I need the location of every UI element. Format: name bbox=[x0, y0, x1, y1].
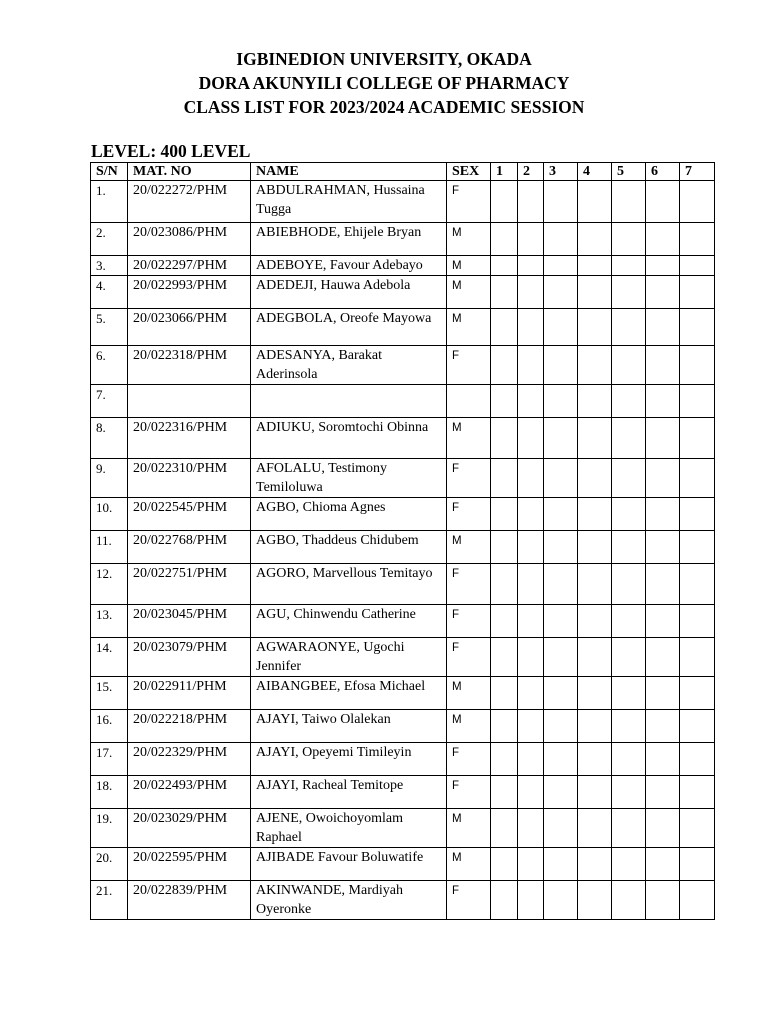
row-name: AGBO, Chioma Agnes bbox=[251, 498, 447, 531]
header-col-6: 6 bbox=[646, 163, 680, 181]
row-score-cell-6 bbox=[646, 710, 680, 743]
row-score-cell-3 bbox=[544, 605, 578, 638]
row-score-cell-4 bbox=[578, 181, 612, 223]
row-sex: F bbox=[447, 638, 491, 677]
row-score-cell-7 bbox=[680, 638, 715, 677]
row-score-cell-6 bbox=[646, 809, 680, 848]
row-score-cell-2 bbox=[518, 848, 544, 881]
row-score-cell-7 bbox=[680, 223, 715, 256]
row-sn: 5. bbox=[91, 309, 128, 346]
class-list-title: CLASS LIST FOR 2023/2024 ACADEMIC SESSION bbox=[183, 97, 585, 117]
row-score-cell-1 bbox=[491, 531, 518, 564]
row-name bbox=[251, 385, 447, 418]
header-mat-no: MAT. NO bbox=[128, 163, 251, 181]
row-score-cell-3 bbox=[544, 638, 578, 677]
row-score-cell-4 bbox=[578, 710, 612, 743]
row-mat-no: 20/022318/PHM bbox=[128, 346, 251, 385]
row-score-cell-7 bbox=[680, 531, 715, 564]
row-mat-no: 20/022329/PHM bbox=[128, 743, 251, 776]
row-score-cell-2 bbox=[518, 743, 544, 776]
row-score-cell-1 bbox=[491, 638, 518, 677]
row-score-cell-4 bbox=[578, 881, 612, 920]
table-row bbox=[91, 223, 715, 256]
row-mat-no: 20/022911/PHM bbox=[128, 677, 251, 710]
row-score-cell-4 bbox=[578, 638, 612, 677]
row-mat-no: 20/022310/PHM bbox=[128, 459, 251, 498]
row-score-cell-1 bbox=[491, 459, 518, 498]
row-score-cell-1 bbox=[491, 881, 518, 920]
row-score-cell-2 bbox=[518, 309, 544, 346]
row-score-cell-3 bbox=[544, 531, 578, 564]
row-score-cell-2 bbox=[518, 531, 544, 564]
row-score-cell-7 bbox=[680, 418, 715, 459]
row-sn: 12. bbox=[91, 564, 128, 605]
row-score-cell-5 bbox=[612, 309, 646, 346]
row-score-cell-6 bbox=[646, 346, 680, 385]
row-score-cell-3 bbox=[544, 223, 578, 256]
table-row bbox=[91, 181, 715, 223]
row-score-cell-1 bbox=[491, 677, 518, 710]
table-row bbox=[91, 564, 715, 605]
header-col-7: 7 bbox=[680, 163, 715, 181]
row-score-cell-4 bbox=[578, 605, 612, 638]
row-sn: 13. bbox=[91, 605, 128, 638]
row-score-cell-3 bbox=[544, 418, 578, 459]
row-score-cell-4 bbox=[578, 256, 612, 276]
row-mat-no: 20/023045/PHM bbox=[128, 605, 251, 638]
row-score-cell-7 bbox=[680, 743, 715, 776]
row-name: AGU, Chinwendu Catherine bbox=[251, 605, 447, 638]
row-score-cell-2 bbox=[518, 276, 544, 309]
row-sex: F bbox=[447, 776, 491, 809]
row-score-cell-1 bbox=[491, 776, 518, 809]
row-sex: M bbox=[447, 809, 491, 848]
row-name: AJIBADE Favour Boluwatife bbox=[251, 848, 447, 881]
row-score-cell-4 bbox=[578, 346, 612, 385]
row-score-cell-7 bbox=[680, 710, 715, 743]
row-score-cell-1 bbox=[491, 498, 518, 531]
row-name: ABDULRAHMAN, Hussaina Tugga bbox=[251, 181, 447, 223]
row-score-cell-1 bbox=[491, 605, 518, 638]
row-score-cell-7 bbox=[680, 498, 715, 531]
header-col-4: 4 bbox=[578, 163, 612, 181]
row-score-cell-3 bbox=[544, 848, 578, 881]
row-sn: 15. bbox=[91, 677, 128, 710]
document-title bbox=[0, 47, 768, 119]
table-row bbox=[91, 498, 715, 531]
row-sn: 14. bbox=[91, 638, 128, 677]
row-score-cell-2 bbox=[518, 809, 544, 848]
table-row bbox=[91, 848, 715, 881]
table-header-row bbox=[91, 163, 715, 181]
row-score-cell-6 bbox=[646, 418, 680, 459]
row-score-cell-2 bbox=[518, 385, 544, 418]
row-score-cell-3 bbox=[544, 710, 578, 743]
row-score-cell-5 bbox=[612, 418, 646, 459]
row-score-cell-5 bbox=[612, 605, 646, 638]
row-sn: 9. bbox=[91, 459, 128, 498]
row-score-cell-5 bbox=[612, 809, 646, 848]
table-row bbox=[91, 809, 715, 848]
row-name: ADIUKU, Soromtochi Obinna bbox=[251, 418, 447, 459]
row-score-cell-3 bbox=[544, 881, 578, 920]
row-score-cell-2 bbox=[518, 223, 544, 256]
row-score-cell-3 bbox=[544, 776, 578, 809]
row-score-cell-5 bbox=[612, 638, 646, 677]
row-score-cell-1 bbox=[491, 710, 518, 743]
row-score-cell-6 bbox=[646, 531, 680, 564]
table-row bbox=[91, 276, 715, 309]
row-score-cell-6 bbox=[646, 743, 680, 776]
row-score-cell-2 bbox=[518, 677, 544, 710]
row-mat-no: 20/022218/PHM bbox=[128, 710, 251, 743]
row-score-cell-5 bbox=[612, 776, 646, 809]
row-name: AFOLALU, Testimony Temiloluwa bbox=[251, 459, 447, 498]
table-row bbox=[91, 743, 715, 776]
header-name: NAME bbox=[251, 163, 447, 181]
row-score-cell-7 bbox=[680, 848, 715, 881]
row-score-cell-6 bbox=[646, 881, 680, 920]
row-mat-no: 20/022839/PHM bbox=[128, 881, 251, 920]
row-mat-no: 20/022751/PHM bbox=[128, 564, 251, 605]
row-mat-no: 20/022595/PHM bbox=[128, 848, 251, 881]
row-sn: 2. bbox=[91, 223, 128, 256]
row-score-cell-2 bbox=[518, 564, 544, 605]
row-score-cell-5 bbox=[612, 743, 646, 776]
row-sex: F bbox=[447, 564, 491, 605]
row-mat-no: 20/022768/PHM bbox=[128, 531, 251, 564]
row-score-cell-4 bbox=[578, 418, 612, 459]
row-sex: F bbox=[447, 498, 491, 531]
row-score-cell-2 bbox=[518, 498, 544, 531]
row-sex: M bbox=[447, 256, 491, 276]
row-score-cell-3 bbox=[544, 498, 578, 531]
table-row bbox=[91, 385, 715, 418]
header-sn: S/N bbox=[91, 163, 128, 181]
row-name: ADEDEJI, Hauwa Adebola bbox=[251, 276, 447, 309]
row-score-cell-5 bbox=[612, 223, 646, 256]
row-score-cell-1 bbox=[491, 385, 518, 418]
row-score-cell-6 bbox=[646, 459, 680, 498]
row-sex: M bbox=[447, 710, 491, 743]
row-score-cell-7 bbox=[680, 677, 715, 710]
table-row bbox=[91, 881, 715, 920]
row-sex: M bbox=[447, 531, 491, 564]
row-score-cell-6 bbox=[646, 181, 680, 223]
row-score-cell-4 bbox=[578, 459, 612, 498]
row-score-cell-4 bbox=[578, 564, 612, 605]
row-score-cell-7 bbox=[680, 181, 715, 223]
row-sex: M bbox=[447, 418, 491, 459]
row-score-cell-3 bbox=[544, 181, 578, 223]
row-name: AGORO, Marvellous Temitayo bbox=[251, 564, 447, 605]
row-name: AGBO, Thaddeus Chidubem bbox=[251, 531, 447, 564]
header-sex: SEX bbox=[447, 163, 491, 181]
row-score-cell-7 bbox=[680, 809, 715, 848]
row-score-cell-7 bbox=[680, 459, 715, 498]
row-score-cell-2 bbox=[518, 881, 544, 920]
table-row bbox=[91, 638, 715, 677]
row-score-cell-5 bbox=[612, 677, 646, 710]
row-score-cell-3 bbox=[544, 564, 578, 605]
row-mat-no: 20/023029/PHM bbox=[128, 809, 251, 848]
row-sn: 4. bbox=[91, 276, 128, 309]
table-row bbox=[91, 459, 715, 498]
row-sex: F bbox=[447, 346, 491, 385]
row-score-cell-7 bbox=[680, 276, 715, 309]
row-name: AJAYI, Racheal Temitope bbox=[251, 776, 447, 809]
row-score-cell-5 bbox=[612, 710, 646, 743]
row-mat-no: 20/022545/PHM bbox=[128, 498, 251, 531]
row-score-cell-1 bbox=[491, 743, 518, 776]
header-col-1: 1 bbox=[491, 163, 518, 181]
table-row bbox=[91, 256, 715, 276]
row-sex: F bbox=[447, 181, 491, 223]
row-name: AJAYI, Taiwo Olalekan bbox=[251, 710, 447, 743]
row-score-cell-7 bbox=[680, 256, 715, 276]
row-sex: F bbox=[447, 605, 491, 638]
row-score-cell-3 bbox=[544, 385, 578, 418]
row-score-cell-6 bbox=[646, 223, 680, 256]
row-sex: M bbox=[447, 309, 491, 346]
row-score-cell-5 bbox=[612, 881, 646, 920]
row-score-cell-5 bbox=[612, 385, 646, 418]
row-sex: M bbox=[447, 276, 491, 309]
row-sex: M bbox=[447, 677, 491, 710]
header-col-2: 2 bbox=[518, 163, 544, 181]
row-mat-no: 20/023086/PHM bbox=[128, 223, 251, 256]
table-row bbox=[91, 605, 715, 638]
table-row bbox=[91, 776, 715, 809]
row-score-cell-1 bbox=[491, 848, 518, 881]
row-sn: 21. bbox=[91, 881, 128, 920]
row-mat-no: 20/023079/PHM bbox=[128, 638, 251, 677]
table-row bbox=[91, 418, 715, 459]
row-name: ADEBOYE, Favour Adebayo bbox=[251, 256, 447, 276]
class-list-table bbox=[90, 162, 715, 920]
row-sn: 16. bbox=[91, 710, 128, 743]
row-score-cell-1 bbox=[491, 418, 518, 459]
row-mat-no bbox=[128, 385, 251, 418]
table-row bbox=[91, 346, 715, 385]
row-score-cell-2 bbox=[518, 638, 544, 677]
row-score-cell-3 bbox=[544, 346, 578, 385]
row-score-cell-4 bbox=[578, 309, 612, 346]
row-score-cell-6 bbox=[646, 605, 680, 638]
row-score-cell-4 bbox=[578, 498, 612, 531]
row-mat-no: 20/022993/PHM bbox=[128, 276, 251, 309]
row-sn: 18. bbox=[91, 776, 128, 809]
row-score-cell-1 bbox=[491, 181, 518, 223]
row-score-cell-7 bbox=[680, 385, 715, 418]
row-sex: F bbox=[447, 881, 491, 920]
college-name: DORA AKUNYILI COLLEGE OF PHARMACY bbox=[198, 73, 570, 93]
row-sn: 17. bbox=[91, 743, 128, 776]
row-score-cell-6 bbox=[646, 498, 680, 531]
row-score-cell-1 bbox=[491, 346, 518, 385]
row-score-cell-5 bbox=[612, 276, 646, 309]
row-score-cell-3 bbox=[544, 309, 578, 346]
row-name: AKINWANDE, Mardiyah Oyeronke bbox=[251, 881, 447, 920]
row-score-cell-2 bbox=[518, 776, 544, 809]
row-name: ADEGBOLA, Oreofe Mayowa bbox=[251, 309, 447, 346]
row-sex bbox=[447, 385, 491, 418]
row-score-cell-7 bbox=[680, 564, 715, 605]
row-sex: M bbox=[447, 223, 491, 256]
row-name: ABIEBHODE, Ehijele Bryan bbox=[251, 223, 447, 256]
row-score-cell-1 bbox=[491, 564, 518, 605]
row-mat-no: 20/023066/PHM bbox=[128, 309, 251, 346]
row-score-cell-2 bbox=[518, 710, 544, 743]
row-score-cell-5 bbox=[612, 848, 646, 881]
row-score-cell-4 bbox=[578, 743, 612, 776]
table-row bbox=[91, 677, 715, 710]
row-score-cell-3 bbox=[544, 459, 578, 498]
row-score-cell-7 bbox=[680, 309, 715, 346]
row-name: AIBANGBEE, Efosa Michael bbox=[251, 677, 447, 710]
row-score-cell-5 bbox=[612, 346, 646, 385]
row-score-cell-4 bbox=[578, 276, 612, 309]
row-sn: 19. bbox=[91, 809, 128, 848]
row-score-cell-2 bbox=[518, 418, 544, 459]
row-score-cell-7 bbox=[680, 605, 715, 638]
table-row bbox=[91, 710, 715, 743]
level-label: LEVEL: 400 LEVEL bbox=[91, 141, 251, 161]
row-score-cell-5 bbox=[612, 531, 646, 564]
row-score-cell-5 bbox=[612, 181, 646, 223]
row-score-cell-3 bbox=[544, 677, 578, 710]
header-col-3: 3 bbox=[544, 163, 578, 181]
row-score-cell-5 bbox=[612, 498, 646, 531]
row-score-cell-2 bbox=[518, 459, 544, 498]
row-score-cell-3 bbox=[544, 743, 578, 776]
row-mat-no: 20/022297/PHM bbox=[128, 256, 251, 276]
row-sn: 10. bbox=[91, 498, 128, 531]
row-sn: 1. bbox=[91, 181, 128, 223]
row-score-cell-6 bbox=[646, 776, 680, 809]
table-row bbox=[91, 309, 715, 346]
row-sex: F bbox=[447, 459, 491, 498]
row-sn: 11. bbox=[91, 531, 128, 564]
row-score-cell-2 bbox=[518, 346, 544, 385]
row-score-cell-6 bbox=[646, 564, 680, 605]
table-row bbox=[91, 531, 715, 564]
row-name: AGWARAONYE, Ugochi Jennifer bbox=[251, 638, 447, 677]
row-name: ADESANYA, Barakat Aderinsola bbox=[251, 346, 447, 385]
row-score-cell-6 bbox=[646, 848, 680, 881]
row-sex: F bbox=[447, 743, 491, 776]
row-score-cell-5 bbox=[612, 564, 646, 605]
row-mat-no: 20/022493/PHM bbox=[128, 776, 251, 809]
row-score-cell-3 bbox=[544, 276, 578, 309]
row-name: AJAYI, Opeyemi Timileyin bbox=[251, 743, 447, 776]
row-score-cell-4 bbox=[578, 385, 612, 418]
row-sex: M bbox=[447, 848, 491, 881]
row-score-cell-6 bbox=[646, 309, 680, 346]
university-name: IGBINEDION UNIVERSITY, OKADA bbox=[236, 49, 532, 69]
row-mat-no: 20/022316/PHM bbox=[128, 418, 251, 459]
row-name: AJENE, Owoichoyomlam Raphael bbox=[251, 809, 447, 848]
row-sn: 3. bbox=[91, 256, 128, 276]
row-score-cell-4 bbox=[578, 677, 612, 710]
row-score-cell-7 bbox=[680, 346, 715, 385]
row-score-cell-3 bbox=[544, 809, 578, 848]
row-score-cell-4 bbox=[578, 809, 612, 848]
header-col-5: 5 bbox=[612, 163, 646, 181]
row-score-cell-1 bbox=[491, 309, 518, 346]
row-score-cell-6 bbox=[646, 385, 680, 418]
row-mat-no: 20/022272/PHM bbox=[128, 181, 251, 223]
row-score-cell-7 bbox=[680, 881, 715, 920]
row-score-cell-3 bbox=[544, 256, 578, 276]
row-score-cell-6 bbox=[646, 677, 680, 710]
row-score-cell-2 bbox=[518, 256, 544, 276]
row-sn: 8. bbox=[91, 418, 128, 459]
row-score-cell-6 bbox=[646, 256, 680, 276]
row-score-cell-4 bbox=[578, 776, 612, 809]
row-sn: 7. bbox=[91, 385, 128, 418]
row-score-cell-1 bbox=[491, 809, 518, 848]
row-score-cell-6 bbox=[646, 276, 680, 309]
row-score-cell-1 bbox=[491, 276, 518, 309]
row-score-cell-5 bbox=[612, 256, 646, 276]
row-sn: 6. bbox=[91, 346, 128, 385]
row-score-cell-4 bbox=[578, 848, 612, 881]
row-score-cell-7 bbox=[680, 776, 715, 809]
row-score-cell-4 bbox=[578, 531, 612, 564]
row-score-cell-4 bbox=[578, 223, 612, 256]
row-score-cell-1 bbox=[491, 223, 518, 256]
row-score-cell-2 bbox=[518, 605, 544, 638]
row-score-cell-1 bbox=[491, 256, 518, 276]
row-sn: 20. bbox=[91, 848, 128, 881]
row-score-cell-6 bbox=[646, 638, 680, 677]
row-score-cell-2 bbox=[518, 181, 544, 223]
row-score-cell-5 bbox=[612, 459, 646, 498]
